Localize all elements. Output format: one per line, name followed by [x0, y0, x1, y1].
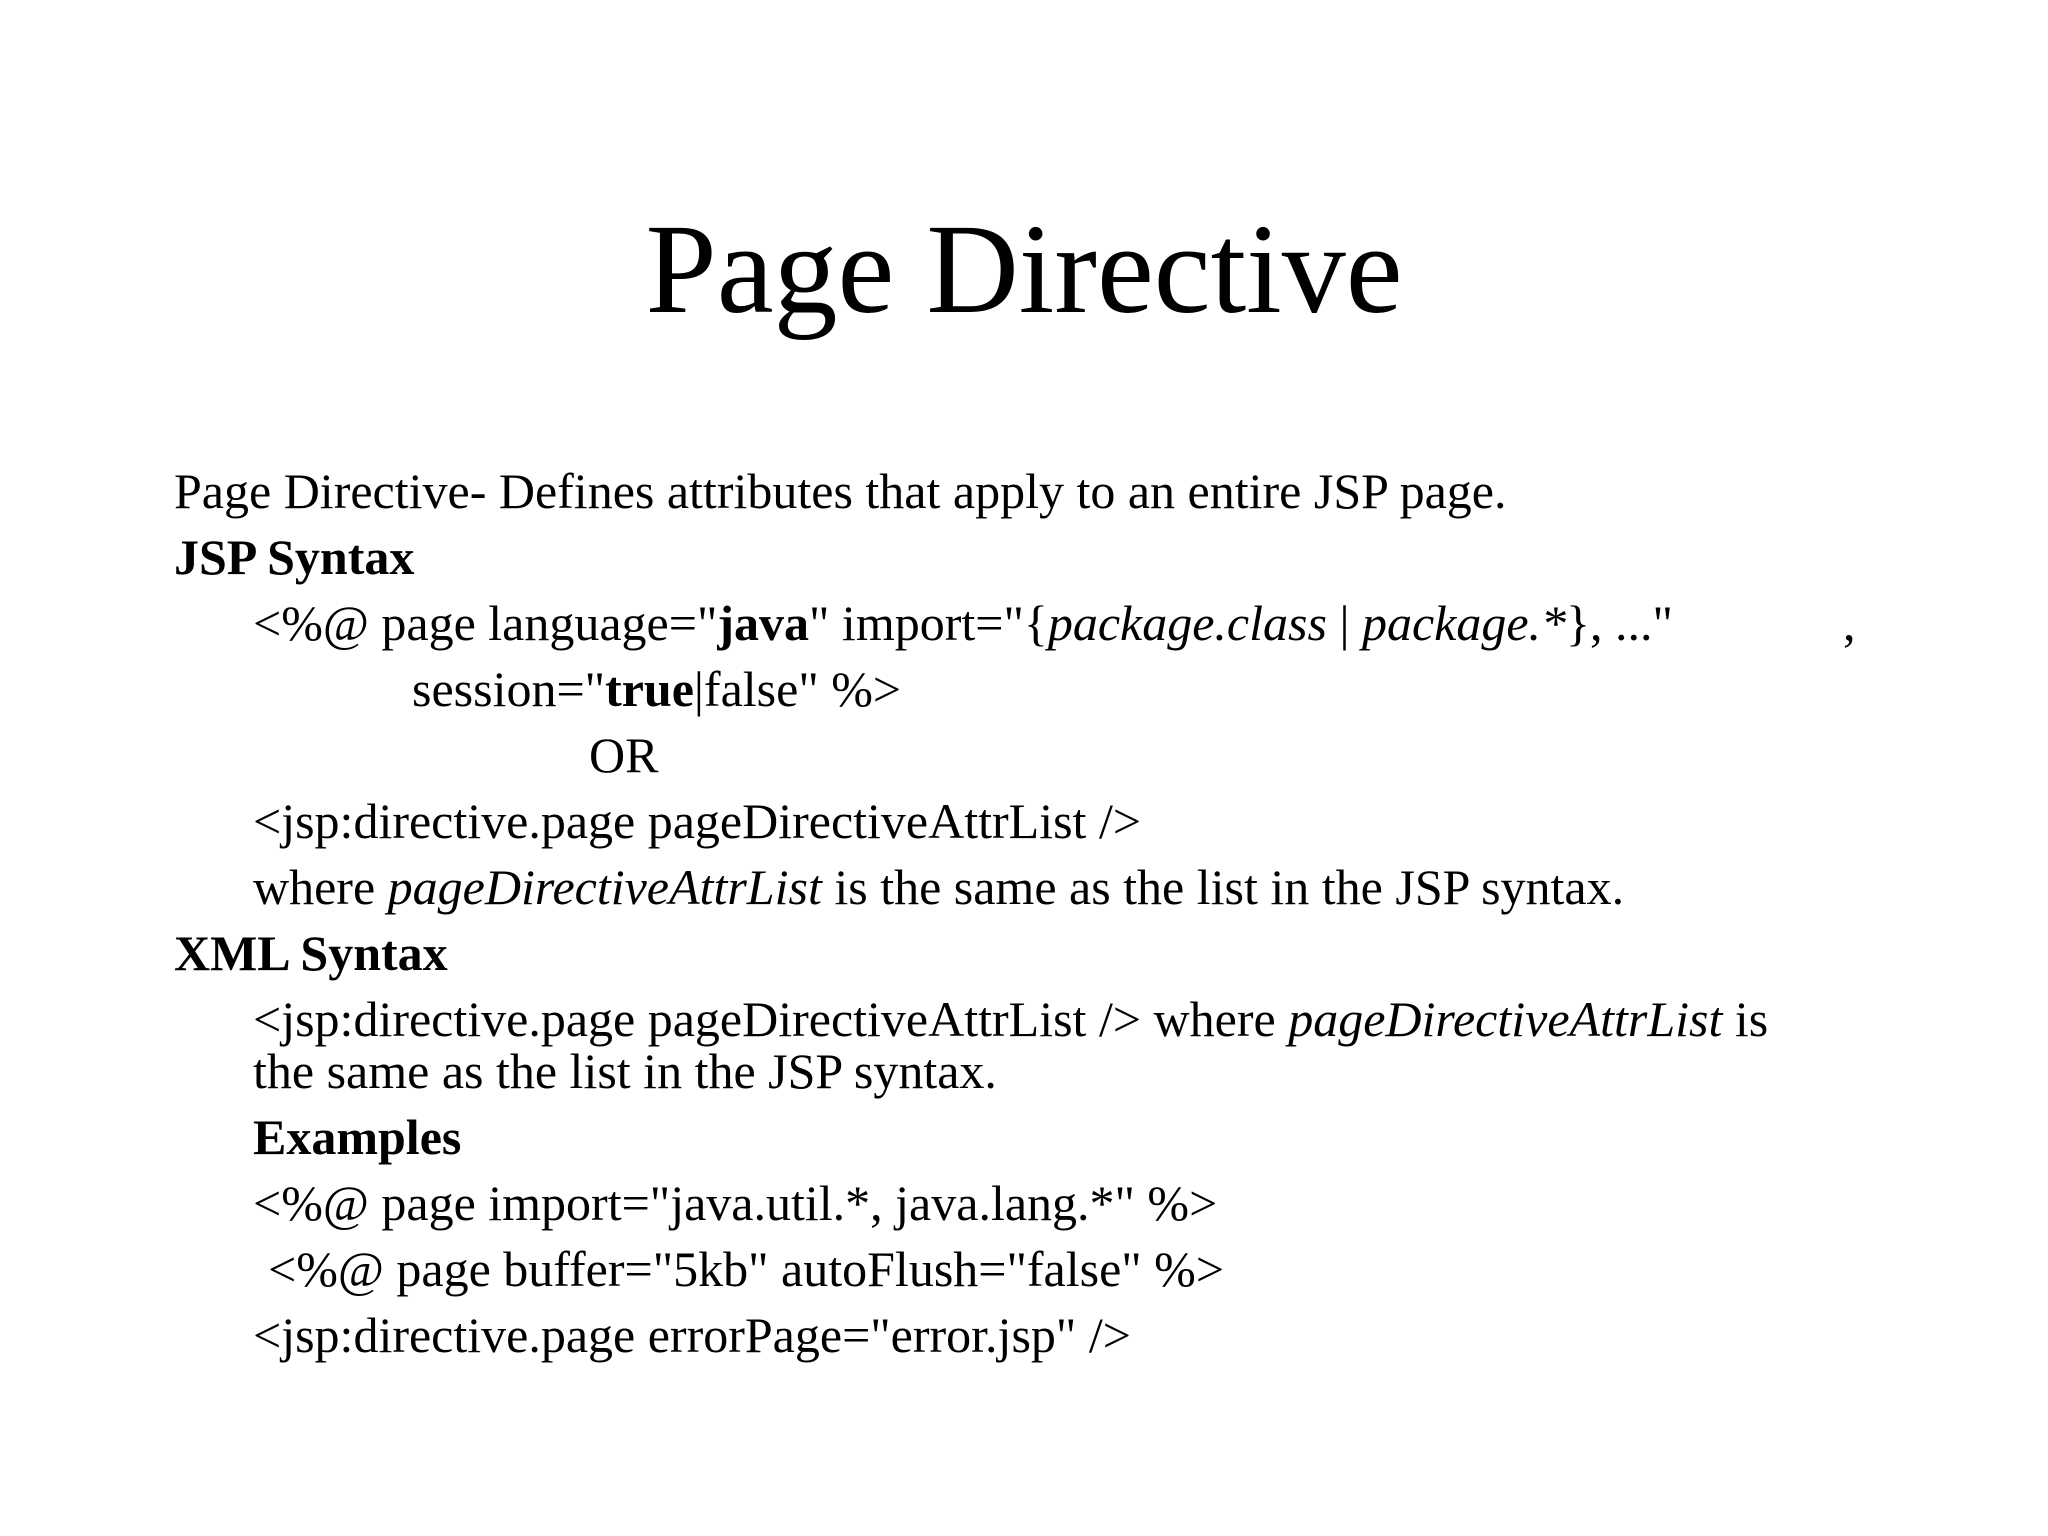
code-placeholder: package.*	[1361, 595, 1567, 651]
example-line: <%@ page import="java.util.*, java.lang.*" %>	[253, 1175, 1218, 1231]
code-default-value: true	[605, 661, 694, 717]
code-placeholder: pageDirectiveAttrList	[1288, 991, 1723, 1047]
or-separator: OR	[589, 727, 659, 783]
code-placeholder: package.class	[1047, 595, 1327, 651]
code-segment: <%@ page language="	[253, 595, 718, 651]
code-segment: }, ..."	[1566, 595, 1673, 651]
examples-heading: Examples	[253, 1109, 462, 1165]
xml-syntax-line-1	[253, 991, 1768, 1047]
xml-syntax-line-2: the same as the list in the JSP syntax.	[253, 1043, 997, 1099]
jsp-alt-syntax: <jsp:directive.page pageDirectiveAttrList />	[253, 793, 1142, 849]
jsp-syntax-line-2	[412, 661, 901, 717]
code-segment: session="	[412, 661, 606, 717]
text-segment: is	[1722, 991, 1769, 1047]
intro-text: Page Directive- Defines attributes that apply to an entire JSP page.	[174, 463, 1507, 519]
jsp-syntax-line-1	[253, 595, 1673, 651]
text-segment: where	[253, 859, 388, 915]
code-segment: |	[1326, 595, 1362, 651]
code-segment: " import="{	[809, 595, 1048, 651]
slide-title: Page Directive	[645, 198, 1403, 340]
text-segment: is the same as the list in the JSP syntax.	[821, 859, 1625, 915]
code-segment: |false" %>	[693, 661, 902, 717]
text-segment: <jsp:directive.page pageDirectiveAttrList /> where	[253, 991, 1289, 1047]
example-line: <%@ page buffer="5kb" autoFlush="false" %>	[268, 1241, 1225, 1297]
example-line: <jsp:directive.page errorPage="error.jsp" />	[253, 1307, 1131, 1363]
where-note	[253, 859, 1624, 915]
xml-syntax-heading: XML Syntax	[174, 925, 448, 981]
code-default-value: java	[717, 595, 810, 651]
jsp-syntax-heading: JSP Syntax	[174, 529, 415, 585]
trailing-comma: ,	[1843, 595, 1856, 651]
code-placeholder: pageDirectiveAttrList	[387, 859, 822, 915]
